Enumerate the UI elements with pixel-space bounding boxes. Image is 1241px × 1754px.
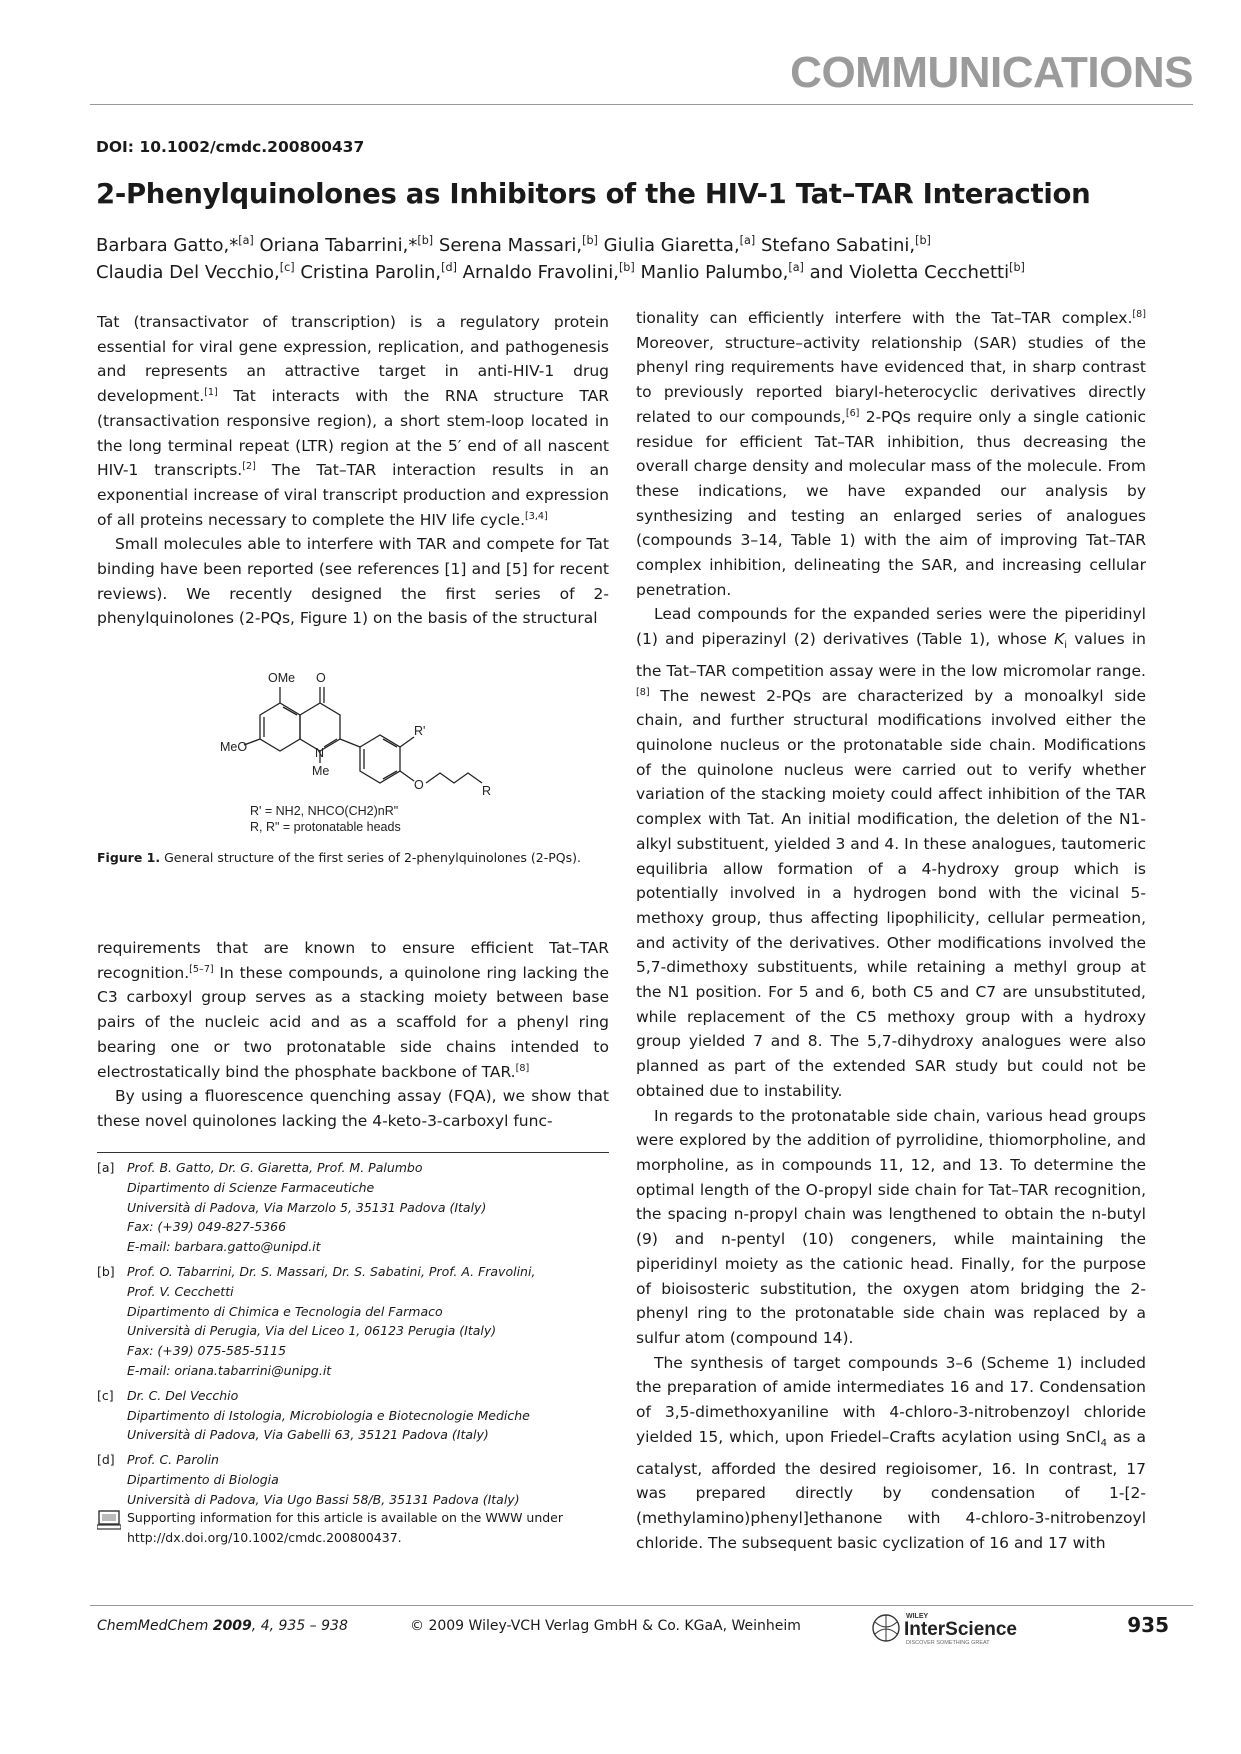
legend-line-1: R' = NH2, NHCO(CH2)nR" [250, 804, 399, 818]
footnote [97, 1158, 609, 1257]
footnote [97, 1386, 609, 1445]
affiliation-footnotes [97, 1158, 609, 1515]
paragraph: In regards to the protonatable side chain, various head groups were explored by the addition of pyrrolidine, thiomorpholine, and morpholine, as in compounds 11, 12, and 13. To determine the optimal length of the O-propyl side chain for Tat–TAR recognition, the spacing n-propyl chain was lengthened to obtain the n-butyl (9) and n-pentyl (10) congeners, while maintaining the piperidinyl moiety as the cationic head. Finally, for the purpose of bioisosteric substitution, the oxygen atom bridging the 2-phenyl ring to the protonatable side chain was replaced by a sulfur atom (compound 14). [636, 1106, 1146, 1347]
journal-citation: ChemMedChem 2009, 4, 935 – 938 [97, 1618, 348, 1634]
paragraph: tionality can efficiently interfere with the Tat–TAR complex.[8] Moreover, structure–activity relationship (SAR) studies of the phenyl ring requirements have evidenced that, in sharp contrast to previously reported biaryl-heterocyclic derivatives directly related to our compounds,[6] 2-PQs require only a single cationic residue for efficient Tat–TAR inhibition, thus decreasing the overall charge density and molecular mass of the molecule. From these indications, we have expanded our analysis by synthesizing and testing an enlarged series of analogues (compounds 3–14, Table 1) with the aim of improving Tat–TAR complex inhibition, delineating the SAR, and increasing cellular penetration. [636, 308, 1146, 599]
doi: DOI: 10.1002/cmdc.200800437 [96, 138, 365, 156]
logo-tagline: DISCOVER SOMETHING GREAT [906, 1640, 990, 1646]
footnote-line: Dipartimento di Scienze Farmaceutiche [127, 1179, 375, 1195]
footnote-line: Università di Padova, Via Gabelli 63, 35121 Padova (Italy) [127, 1427, 489, 1443]
label-meo: MeO [220, 740, 248, 754]
figure-1-structure [220, 665, 500, 835]
logo-wiley: WILEY [906, 1613, 929, 1620]
footnote-body [127, 1158, 486, 1257]
figure-caption [97, 850, 609, 865]
footnote-body [127, 1262, 535, 1381]
footnote-line: Prof. C. Parolin [127, 1452, 219, 1468]
footnote [97, 1262, 609, 1381]
left-column-bottom [97, 936, 609, 1134]
left-column-top [97, 310, 609, 631]
caption-label: Figure 1. [97, 850, 161, 865]
label-r-prime: R' [414, 724, 426, 738]
label-o: O [316, 671, 326, 685]
footnote-rule [97, 1152, 609, 1153]
author-list [96, 232, 1156, 286]
paragraph: Tat (transactivator of transcription) is a regulatory protein essential for viral gene expression, replication, and pathogenesis and represents an attractive target in anti-HIV-1 drug development.[1] Tat interacts with the RNA structure TAR (transactivation responsive region), a short stem-loop located in the long terminal repeat (LTR) region at the 5′ end of all nascent HIV-1 transcripts.[2] The Tat–TAR interaction results in an exponential increase of viral transcript production and expression of all proteins necessary to complete the HIV life cycle.[3,4] [97, 313, 609, 529]
footnote-line: Prof. O. Tabarrini, Dr. S. Massari, Dr. S. Sabatini, Prof. A. Fravolini, [127, 1263, 536, 1279]
footnote-line: Prof. V. Cecchetti [127, 1283, 234, 1299]
footnote-body [127, 1386, 530, 1445]
footnote-label: [b] [97, 1263, 115, 1279]
label-n: N [315, 746, 325, 760]
footnote-body [127, 1450, 520, 1509]
footer-rule [90, 1605, 1193, 1606]
computer-icon [97, 1510, 121, 1530]
footnote-line: Dipartimento di Istologia, Microbiologia e Biotecnologie Mediche [127, 1407, 530, 1423]
author-line: Claudia Del Vecchio,[c] Cristina Parolin,[d] Arnaldo Fravolini,[b] Manlio Palumbo,[a] and Violetta Cecchetti[b] [96, 261, 1025, 283]
footnote-line: Università di Perugia, Via del Liceo 1, 06123 Perugia (Italy) [127, 1323, 497, 1339]
label-o-chain: O [414, 778, 424, 792]
paragraph: Small molecules able to interfere with TAR and compete for Tat binding have been reported (see references [1] and [5] for recent reviews). We recently designed the first series of 2-phenylquinolones (2-PQs, Figure 1) on the basis of the structural [97, 535, 609, 628]
footnote-label: [d] [97, 1452, 115, 1468]
footnote-line: Dr. C. Del Vecchio [127, 1387, 239, 1403]
footnote-line: Dipartimento di Biologia [127, 1471, 279, 1487]
right-column [636, 306, 1146, 1555]
supporting-info-text: Supporting information for this article is available on the WWW under http://dx.doi.org/10.1002/cmdc.200800437. [127, 1510, 564, 1545]
paragraph: Lead compounds for the expanded series were the piperidinyl (1) and piperazinyl (2) derivatives (Table 1), whose $K_i$ values in the Tat–TAR competition assay were in the low micromolar range.[8] The newest 2-PQs are characterized by a monoalkyl side chain, and further structural modifications involved either the quinolone nucleus or the protonatable side chain. Modifications of the quinolone nucleus were carried out to verify whether variation of the stacking moiety could affect inhibition of the TAR complex with Tat. An initial modification, the deletion of the N1-alkyl substituent, yielded 3 and 4. In these analogues, tautomeric equilibria allow formation of a 4-hydroxy group which is potentially involved in a hydrogen bond with the vicinal 5-methoxy group, thus affecting lipophilicity, cellular permeation, and activity of the derivatives. Other modifications involved the 5,7-dimethoxy substituents, while retaining a methyl group at the N1 position. For 5 and 6, both C5 and C7 are unsubstituted, while replacement of the C5 methoxy group with a hydroxy group yielded 7 and 8. The 5,7-dihydroxy analogues were also planned as part of the extended SAR study but could not be obtained due to instability. [636, 605, 1146, 1100]
footnote-line: Dipartimento di Chimica e Tecnologia del Farmaco [127, 1303, 443, 1319]
logo-interscience: InterScience [904, 1619, 1017, 1640]
paragraph: By using a fluorescence quenching assay (FQA), we show that these novel quinolones lacking the 4-keto-3-carboxyl func- [97, 1087, 609, 1130]
legend-line-2: R, R" = protonatable heads [250, 820, 401, 834]
footnote [97, 1450, 609, 1509]
label-me: Me [312, 764, 330, 778]
footnote-line: Università di Padova, Via Marzolo 5, 35131 Padova (Italy) [127, 1199, 487, 1215]
footnote-line: Università di Padova, Via Ugo Bassi 58/B, 35131 Padova (Italy) [127, 1491, 520, 1507]
interscience-logo [870, 1608, 1040, 1648]
label-ome: OMe [268, 671, 296, 685]
header-rule [90, 104, 1193, 105]
page-number: 935 [1127, 1613, 1169, 1637]
footnote-line: Fax: (+39) 049-827-5366 [127, 1219, 287, 1235]
footnote-line: Prof. B. Gatto, Dr. G. Giaretta, Prof. M. Palumbo [127, 1160, 423, 1175]
footnote-line: E-mail: barbara.gatto@unipd.it [127, 1239, 321, 1255]
supporting-info-note [97, 1508, 609, 1548]
author-line: Barbara Gatto,*[a] Oriana Tabarrini,*[b] Serena Massari,[b] Giulia Giaretta,[a] Stefano Sabatini,[b] [96, 234, 931, 256]
footnote-line: Fax: (+39) 075-585-5115 [127, 1343, 287, 1359]
article-title: 2-Phenylquinolones as Inhibitors of the HIV-1 Tat–TAR Interaction [96, 178, 1091, 210]
label-r: R [482, 784, 492, 798]
caption-text: General structure of the first series of 2-phenylquinolones (2-PQs). [164, 850, 581, 865]
paragraph: The synthesis of target compounds 3–6 (Scheme 1) included the preparation of amide intermediates 16 and 17. Condensation of 3,5-dimethoxyaniline with 4-chloro-3-nitrobenzoyl chloride yielded 15, which, upon Friedel–Crafts acylation using SnCl$_4$ as a catalyst, afforded the desired regioisomer, 16. In contrast, 17 was prepared directly by condensation of 1-[2-(methylamino)phenyl]ethanone with 4-chloro-3-nitrobenzoyl chloride. The subsequent basic cyclization of 16 and 17 with [636, 1353, 1146, 1552]
footnote-label: [c] [97, 1387, 114, 1403]
footnote-label: [a] [97, 1160, 115, 1175]
footnote-line: E-mail: oriana.tabarrini@unipg.it [127, 1362, 332, 1378]
section-banner: COMMUNICATIONS [790, 48, 1193, 97]
copyright: © 2009 Wiley-VCH Verlag GmbH & Co. KGaA, Weinheim [410, 1618, 801, 1634]
paragraph: requirements that are known to ensure efficient Tat–TAR recognition.[5–7] In these compounds, a quinolone ring lacking the C3 carboxyl group serves as a stacking moiety between base pairs of the nucleic acid and as a scaffold for a phenyl ring bearing one or two protonatable side chains intended to electrostatically bind the phosphate backbone of TAR.[8] [97, 939, 609, 1081]
